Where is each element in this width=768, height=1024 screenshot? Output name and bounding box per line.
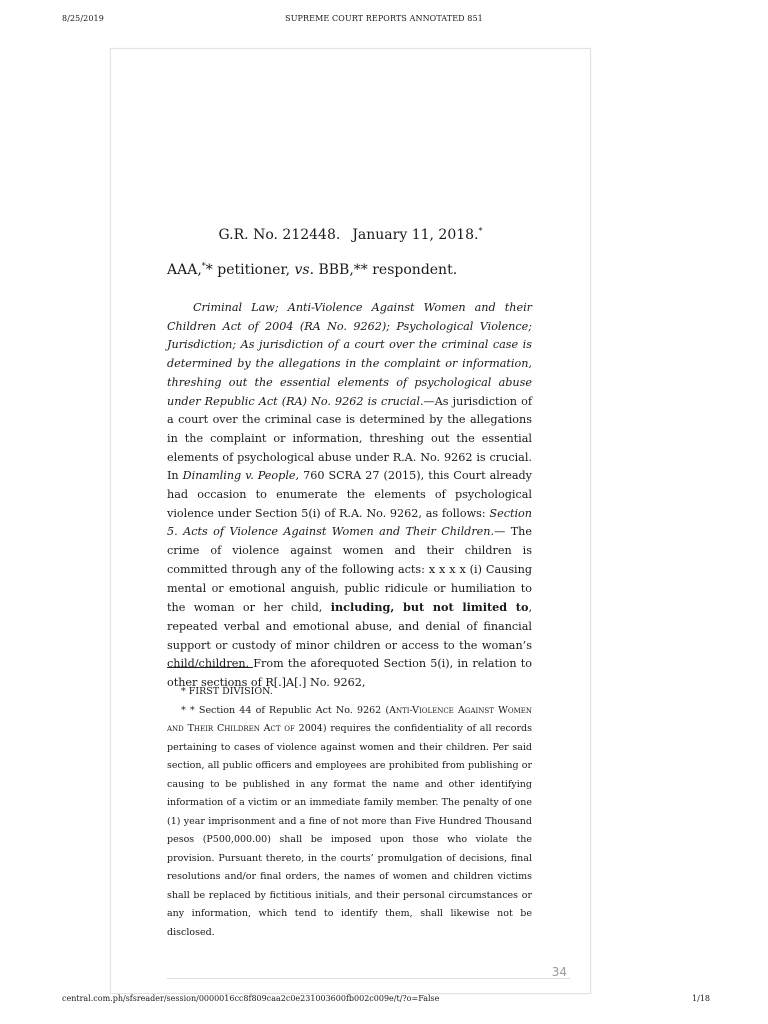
print-date: 8/25/2019 — [62, 14, 104, 23]
respondent-label: . BBB,** respondent. — [309, 262, 458, 278]
print-title: SUPREME COURT REPORTS ANNOTATED 851 — [285, 14, 483, 23]
footnote-divider — [167, 667, 253, 668]
case-date: January 11, 2018. — [352, 227, 479, 243]
syllabus-text: — The crime of violence against women and their children is committed through any of the following acts: x x x x (i) Causing mental or emotional anguish, public ridicule or humiliation to the woman or her child, — [167, 525, 532, 615]
page-number: 34 — [551, 965, 567, 979]
quoted-section-title: Section 5. Acts of Violence Against Women and Their Children. — [167, 506, 532, 539]
versus-label: vs — [294, 262, 310, 278]
print-page-count: 1/18 — [692, 994, 710, 1003]
print-footer — [0, 994, 768, 1008]
print-header — [0, 14, 768, 28]
emphasized-phrase: including, but not limited to — [330, 600, 529, 615]
cited-case: Dinamling v. People, — [182, 469, 300, 483]
footnotes — [167, 683, 532, 942]
gr-number: G.R. No. 212448. — [218, 227, 341, 243]
syllabus-text: , repeated verbal and emotional abuse, and denial of financial support or custody of minor children or access to the woman’s child/children. From the aforequoted Section 5(i), in relation to other sections of R[.]A[.] No. 9262, — [167, 601, 533, 690]
page-divider — [167, 978, 570, 979]
syllabus-paragraph — [167, 299, 532, 693]
petitioner-name: AAA, — [167, 262, 202, 278]
footnote: * * Section 44 of Republic Act No. 9262 (Anti-Violence Against Women and Their Children Act of 2004) requires the confidentiality of all records pertaining to cases of violence against women and their children. Per said section, all public officers and employees are prohibited from publishing or causing to be published in any format the name and other identifying information of a victim or an immediate family member. The penalty of one (1) year imprisonment and a fine of not more than Five Hundred Thousand pesos (P500,000.00) shall be imposed upon those who violate the provision. Pursuant thereto, in the courts’ promulgation of decisions, final resolutions and/or final orders, the names of women and children victims shall be replaced by fictitious initials, and their personal circumstances or any information, which tend to identify them, shall likewise not be disclosed. — [167, 704, 533, 938]
print-url: central.com.ph/sfsreader/session/0000016cc8f809caa2c0e231003600fb002c009e/t/?o=False — [62, 994, 440, 1003]
document-page — [110, 48, 591, 994]
footnote-mark: * — [201, 261, 206, 271]
footnote: * FIRST DIVISION. — [181, 686, 273, 697]
petitioner-label: * petitioner, — [205, 262, 291, 278]
footnote-mark: * — [478, 226, 483, 236]
headnote: Criminal Law; Anti-Violence Against Women and their Children Act of 2004 (RA No. 9262); Psychological Violence; Jurisdiction; As jurisdiction of a court over the criminal case is determined by the allegations in the complaint or information, threshing out the essential elements of psychological abuse under Republic Act (RA) No. 9262 is crucial. — [167, 301, 532, 408]
syllabus-text: —As jurisdiction of a court over the criminal case is determined by the allegations in the complaint or information, threshing out the essential elements of psychological abuse under R.A. No. 9262 is crucial. In — [167, 394, 532, 483]
syllabus-text: 760 SCRA 27 (2015), this Court already had occasion to enumerate the elements of psychological violence under Section 5(i) of R.A. No. 9262, as follows: — [167, 469, 532, 520]
case-parties — [167, 262, 567, 278]
case-heading — [111, 227, 590, 243]
